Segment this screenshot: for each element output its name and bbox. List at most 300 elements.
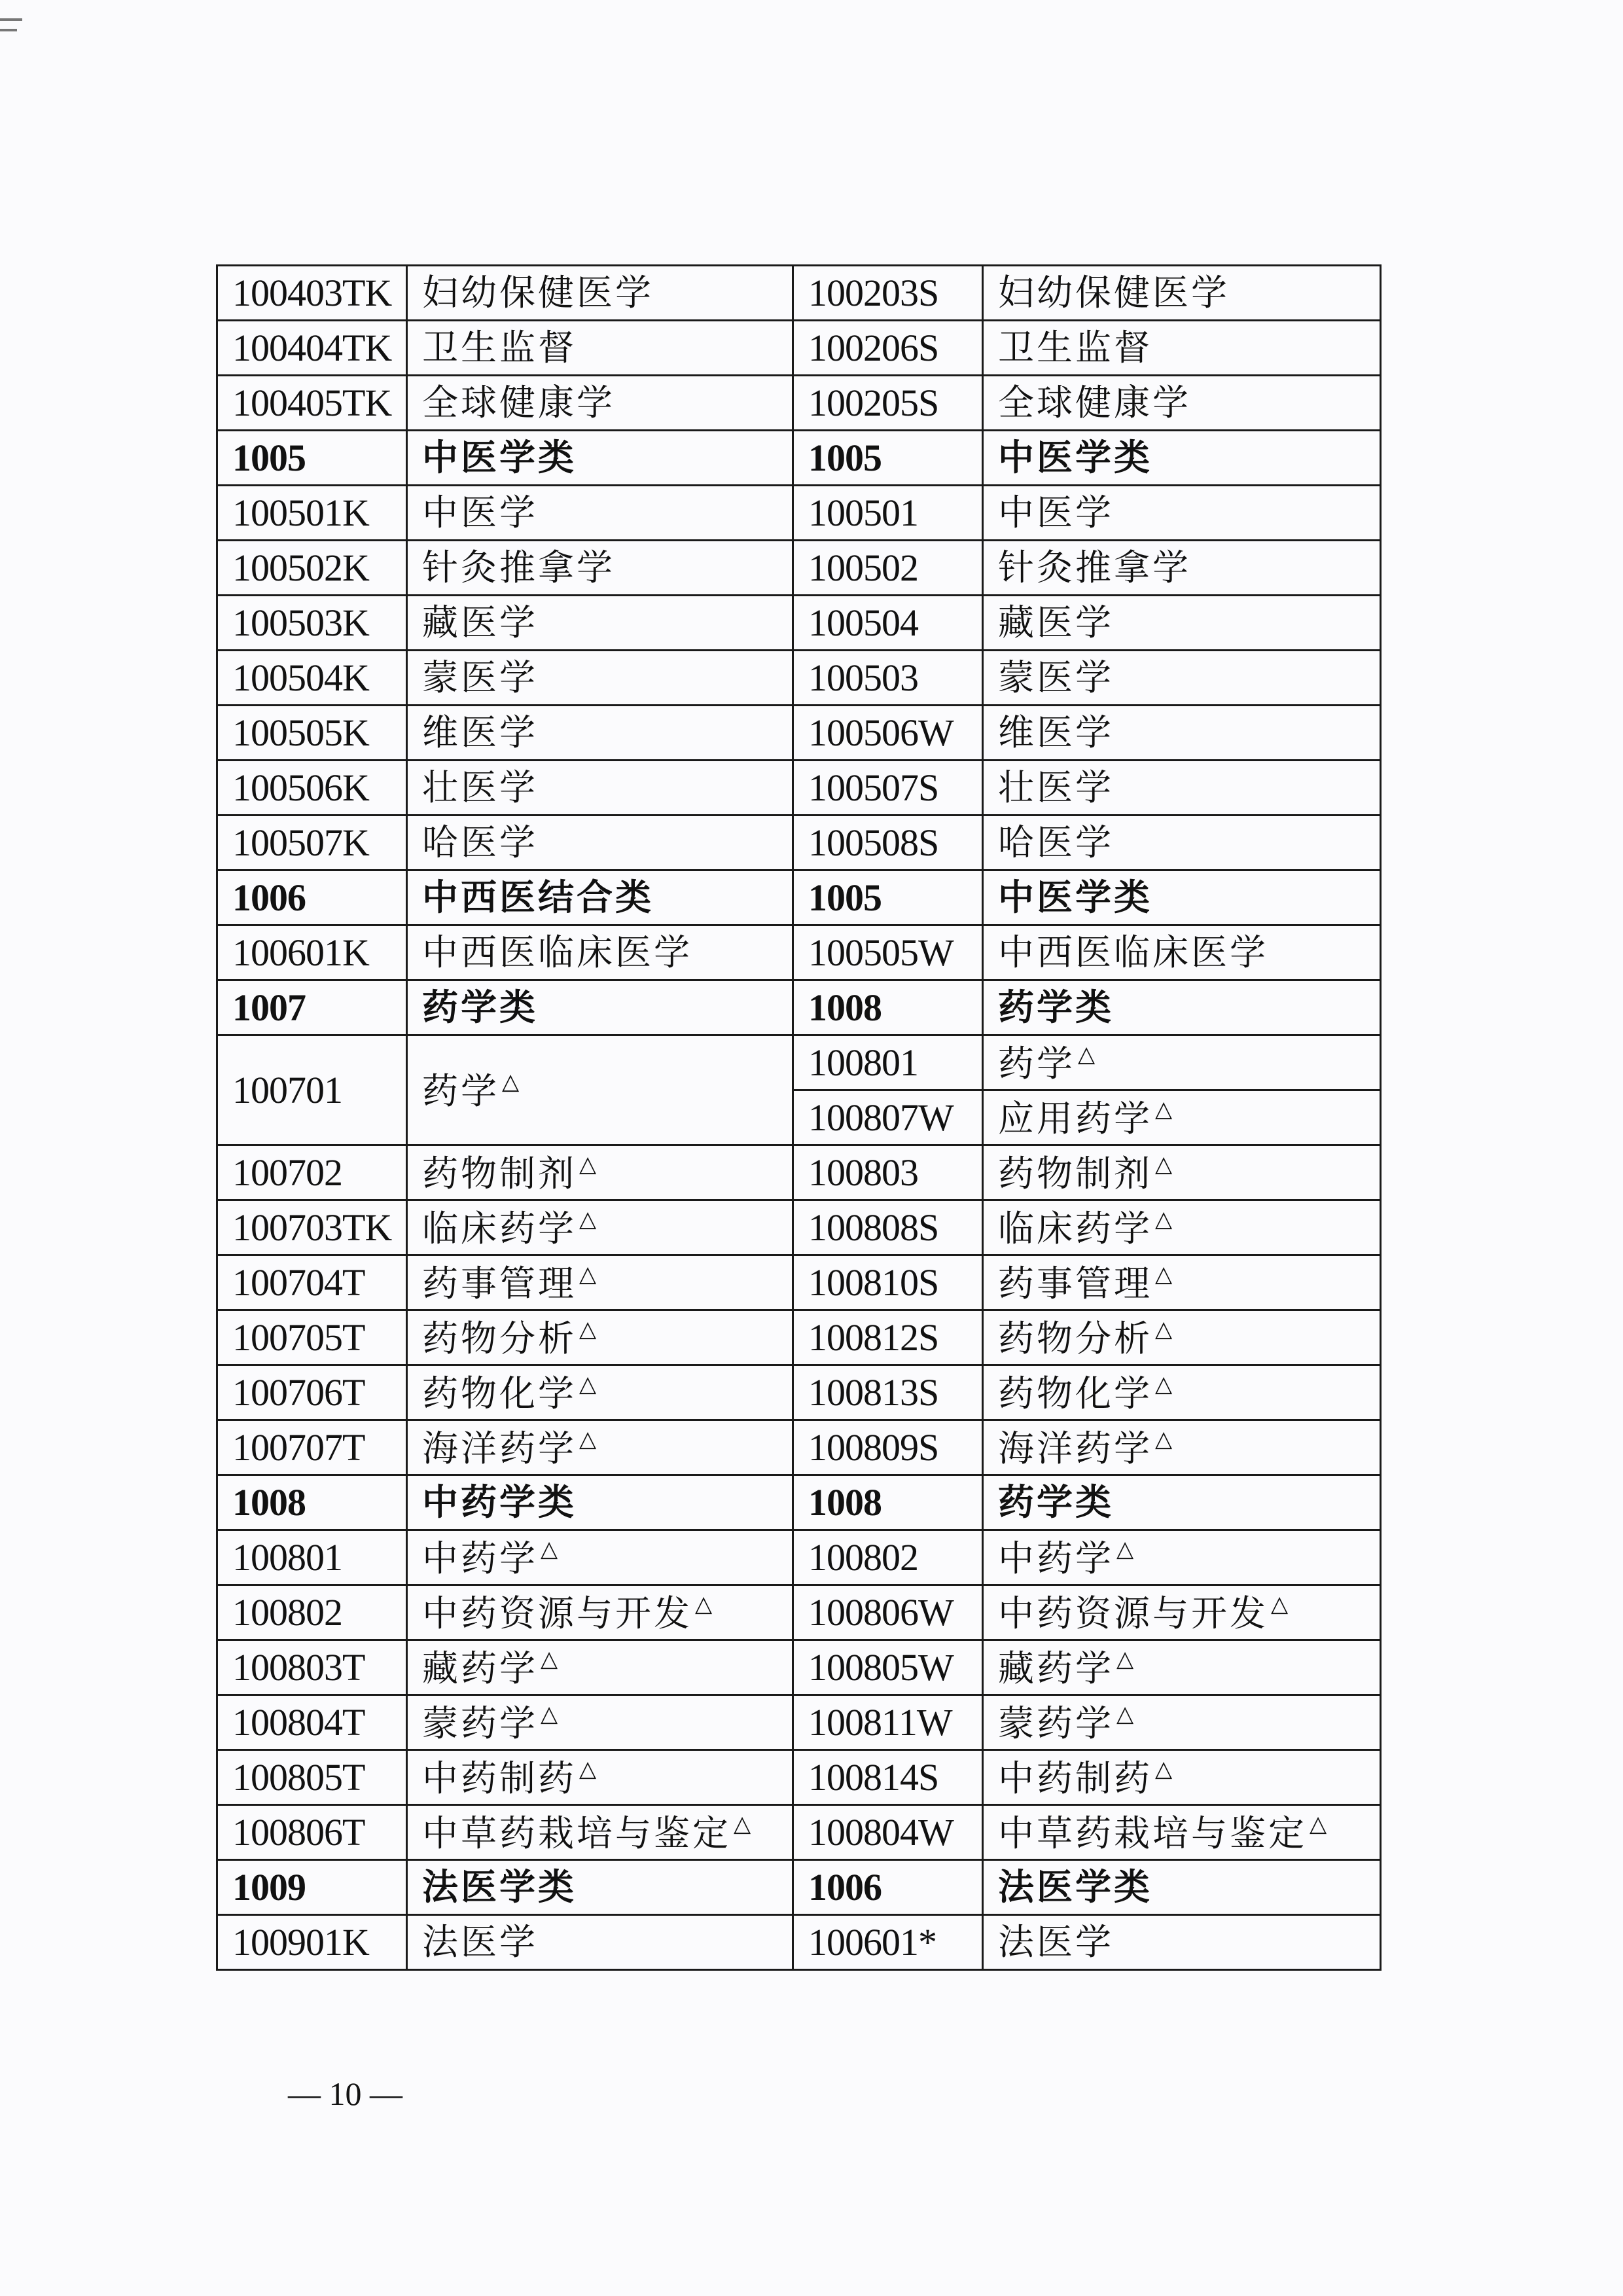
new-name-cell-text: 哈医学 (998, 821, 1115, 863)
table-row (217, 1310, 1381, 1365)
old-code-cell-text: 100702 (232, 1151, 342, 1194)
old-code-cell (217, 321, 407, 376)
old-name-cell-text: 中药制药 (422, 1757, 577, 1799)
old-code-cell-text: 100701 (232, 1068, 342, 1111)
new-code-cell-text: 100803 (808, 1151, 918, 1194)
new-code-cell (793, 486, 983, 541)
triangle-marker: △ (1155, 1206, 1173, 1232)
old-name-cell-text: 药物分析 (422, 1318, 577, 1359)
new-code-cell (793, 925, 983, 980)
table-row (217, 376, 1381, 431)
new-code-cell-text: 100810S (808, 1261, 939, 1304)
new-name-cell (983, 761, 1381, 816)
table-row (217, 486, 1381, 541)
table-row (217, 1750, 1381, 1805)
old-name-cell-text: 壮医学 (422, 766, 539, 808)
new-code-cell-text: 100203S (808, 271, 939, 314)
old-code-cell (217, 1255, 407, 1310)
new-name-cell-text: 海洋药学 (998, 1427, 1153, 1469)
major-mapping-table (216, 264, 1382, 1971)
triangle-marker: △ (734, 1811, 751, 1837)
new-code-cell-text: 1006 (808, 1865, 882, 1909)
new-code-cell (793, 1530, 983, 1585)
old-code-cell-text: 100503K (232, 601, 369, 644)
new-code-cell-text: 100205S (808, 381, 939, 424)
old-name-cell-text: 中医学类 (422, 437, 577, 478)
new-name-cell (983, 596, 1381, 651)
triangle-marker: △ (1116, 1701, 1134, 1727)
old-code-cell-text: 100704T (232, 1261, 365, 1304)
new-name-cell-text: 药学类 (998, 1481, 1115, 1523)
new-code-cell-text: 100506W (808, 711, 954, 754)
table-row (217, 1145, 1381, 1200)
old-code-cell (217, 1750, 407, 1805)
old-code-cell (217, 761, 407, 816)
new-code-cell-text: 100502 (808, 546, 918, 589)
old-code-cell (217, 596, 407, 651)
new-code-cell-text: 1005 (808, 436, 882, 479)
table-row (217, 761, 1381, 816)
old-name-cell (407, 925, 793, 980)
old-name-cell-text: 药物化学 (422, 1372, 577, 1414)
new-code-cell (793, 1750, 983, 1805)
new-code-cell-text: 100808S (808, 1206, 939, 1249)
old-code-cell-text: 1008 (232, 1480, 306, 1524)
old-code-cell (217, 870, 407, 925)
old-code-cell (217, 1915, 407, 1970)
new-code-cell (793, 1035, 983, 1090)
triangle-marker: △ (579, 1371, 597, 1397)
old-code-cell-text: 100506K (232, 766, 369, 809)
old-name-cell (407, 1640, 793, 1695)
new-code-cell-text: 100206S (808, 326, 939, 369)
old-name-cell (407, 321, 793, 376)
old-code-cell-text: 100805T (232, 1755, 365, 1799)
new-name-cell-text: 药物化学 (998, 1372, 1153, 1414)
old-name-cell-text: 针灸推拿学 (422, 547, 616, 588)
new-code-cell-text: 100508S (808, 821, 939, 864)
old-name-cell (407, 1200, 793, 1255)
new-name-cell (983, 1750, 1381, 1805)
old-name-cell-text: 海洋药学 (422, 1427, 577, 1469)
old-code-cell-text: 1007 (232, 986, 306, 1029)
old-name-cell-text: 中药资源与开发 (422, 1592, 693, 1634)
old-code-cell-text: 100507K (232, 821, 369, 864)
old-code-cell (217, 1310, 407, 1365)
old-name-cell (407, 1585, 793, 1640)
new-code-cell-text: 100809S (808, 1426, 939, 1469)
new-name-cell-text: 中医学 (998, 492, 1115, 533)
old-code-cell (217, 376, 407, 431)
new-name-cell (983, 1860, 1381, 1915)
table-row (217, 1365, 1381, 1420)
new-name-cell (983, 1805, 1381, 1860)
new-name-cell-text: 应用药学 (998, 1098, 1153, 1139)
new-code-cell (793, 761, 983, 816)
triangle-marker: △ (1155, 1316, 1173, 1342)
old-name-cell (407, 1805, 793, 1860)
triangle-marker: △ (1155, 1096, 1173, 1122)
old-name-cell (407, 486, 793, 541)
new-code-cell-text: 100807W (808, 1096, 954, 1139)
new-name-cell-text: 药物制剂 (998, 1153, 1153, 1194)
old-name-cell-text: 全球健康学 (422, 382, 616, 423)
new-name-cell (983, 980, 1381, 1035)
triangle-marker: △ (579, 1151, 597, 1177)
old-code-cell-text: 100707T (232, 1426, 365, 1469)
table-row (217, 1915, 1381, 1970)
new-code-cell-text: 100505W (808, 931, 954, 974)
old-name-cell (407, 816, 793, 870)
category-row (217, 980, 1381, 1035)
margin-mark (0, 18, 22, 21)
triangle-marker: △ (541, 1701, 558, 1727)
old-code-cell (217, 706, 407, 761)
table-row (217, 541, 1381, 596)
new-code-cell (793, 1200, 983, 1255)
old-name-cell (407, 1145, 793, 1200)
old-name-cell-text: 中医学 (422, 492, 539, 533)
old-name-cell (407, 761, 793, 816)
old-name-cell-text: 中西医结合类 (422, 876, 654, 918)
old-code-cell-text: 100802 (232, 1590, 342, 1634)
old-code-cell (217, 541, 407, 596)
old-code-cell (217, 1200, 407, 1255)
new-code-cell (793, 1805, 983, 1860)
old-code-cell (217, 1585, 407, 1640)
new-code-cell (793, 1365, 983, 1420)
table-row (217, 1695, 1381, 1750)
category-row (217, 870, 1381, 925)
old-name-cell (407, 1750, 793, 1805)
new-code-cell (793, 431, 983, 486)
new-name-cell (983, 1695, 1381, 1750)
old-name-cell (407, 1915, 793, 1970)
new-name-cell (983, 706, 1381, 761)
new-name-cell (983, 376, 1381, 431)
old-code-cell (217, 1860, 407, 1915)
triangle-marker: △ (1116, 1536, 1134, 1562)
new-name-cell (983, 541, 1381, 596)
old-code-cell-text: 100504K (232, 656, 369, 699)
new-name-cell-text: 药学 (998, 1043, 1076, 1085)
new-name-cell-text: 中西医临床医学 (998, 931, 1269, 973)
new-name-cell-text: 药物分析 (998, 1318, 1153, 1359)
triangle-marker: △ (1155, 1426, 1173, 1452)
old-code-cell (217, 1145, 407, 1200)
old-name-cell-text: 药物制剂 (422, 1153, 577, 1194)
old-code-cell-text: 100703TK (232, 1206, 392, 1249)
new-name-cell-text: 中药资源与开发 (998, 1592, 1269, 1634)
old-name-cell (407, 1255, 793, 1310)
new-code-cell-text: 100814S (808, 1755, 939, 1799)
old-name-cell (407, 541, 793, 596)
old-name-cell-text: 妇幼保健医学 (422, 272, 654, 314)
new-code-cell-text: 100801 (808, 1041, 918, 1084)
old-code-cell (217, 431, 407, 486)
old-name-cell-text: 药学类 (422, 986, 539, 1028)
old-name-cell-text: 蒙医学 (422, 656, 539, 698)
new-code-cell (793, 870, 983, 925)
new-name-cell-text: 卫生监督 (998, 327, 1153, 368)
new-name-cell-text: 中草药栽培与鉴定 (998, 1812, 1308, 1854)
old-code-cell-text: 100901K (232, 1920, 369, 1964)
old-name-cell (407, 1035, 793, 1145)
old-code-cell (217, 1420, 407, 1475)
new-name-cell-text: 壮医学 (998, 766, 1115, 808)
new-name-cell (983, 870, 1381, 925)
new-code-cell-text: 100805W (808, 1645, 954, 1689)
old-name-cell-text: 中药学类 (422, 1481, 577, 1523)
old-name-cell (407, 376, 793, 431)
table-row (217, 321, 1381, 376)
triangle-marker: △ (541, 1536, 558, 1562)
old-code-cell (217, 486, 407, 541)
margin-mark (0, 29, 17, 31)
new-name-cell (983, 1475, 1381, 1530)
new-name-cell (983, 1530, 1381, 1585)
old-name-cell-text: 药事管理 (422, 1263, 577, 1304)
new-name-cell-text: 法医学类 (998, 1866, 1153, 1908)
new-name-cell (983, 1200, 1381, 1255)
new-name-cell-text: 药事管理 (998, 1263, 1153, 1304)
old-name-cell (407, 1420, 793, 1475)
triangle-marker: △ (1155, 1151, 1173, 1177)
table-row (217, 1200, 1381, 1255)
new-code-cell (793, 1475, 983, 1530)
new-name-cell (983, 266, 1381, 321)
old-code-cell-text: 100505K (232, 711, 369, 754)
old-name-cell-text: 临床药学 (422, 1208, 577, 1249)
new-name-cell (983, 1915, 1381, 1970)
old-name-cell (407, 431, 793, 486)
old-name-cell-text: 法医学 (422, 1921, 539, 1963)
new-name-cell-text: 中药制药 (998, 1757, 1153, 1799)
new-code-cell-text: 100806W (808, 1590, 954, 1634)
new-name-cell-text: 中医学类 (998, 876, 1153, 918)
new-code-cell (793, 596, 983, 651)
table-row (217, 651, 1381, 706)
new-code-cell (793, 816, 983, 870)
table-row (217, 1585, 1381, 1640)
old-code-cell-text: 100404TK (232, 326, 392, 369)
old-code-cell-text: 100803T (232, 1645, 365, 1689)
table-row (217, 1805, 1381, 1860)
table-row (217, 1255, 1381, 1310)
new-name-cell-text: 全球健康学 (998, 382, 1192, 423)
old-code-cell (217, 651, 407, 706)
new-code-cell (793, 1640, 983, 1695)
new-name-cell (983, 1640, 1381, 1695)
new-code-cell (793, 980, 983, 1035)
new-code-cell-text: 1005 (808, 876, 882, 919)
new-name-cell-text: 药学类 (998, 986, 1115, 1028)
new-name-cell (983, 651, 1381, 706)
table-row (217, 1420, 1381, 1475)
new-name-cell (983, 321, 1381, 376)
new-code-cell (793, 1420, 983, 1475)
old-name-cell-text: 维医学 (422, 711, 539, 753)
new-code-cell (793, 1255, 983, 1310)
triangle-marker: △ (579, 1261, 597, 1287)
old-name-cell (407, 980, 793, 1035)
new-name-cell-text: 蒙医学 (998, 656, 1115, 698)
new-name-cell-text: 妇幼保健医学 (998, 272, 1230, 314)
new-name-cell (983, 1420, 1381, 1475)
old-code-cell-text: 100806T (232, 1810, 365, 1854)
table-row (217, 925, 1381, 980)
category-row (217, 431, 1381, 486)
triangle-marker: △ (579, 1206, 597, 1232)
new-code-cell (793, 541, 983, 596)
old-name-cell-text: 藏医学 (422, 601, 539, 643)
old-name-cell (407, 706, 793, 761)
old-name-cell (407, 1365, 793, 1420)
new-code-cell (793, 651, 983, 706)
page-number: — 10 — (288, 2075, 402, 2112)
table-row (217, 1640, 1381, 1695)
new-name-cell (983, 1035, 1381, 1090)
new-name-cell-text: 藏医学 (998, 601, 1115, 643)
new-name-cell (983, 1145, 1381, 1200)
old-name-cell-text: 中西医临床医学 (422, 931, 693, 973)
new-code-cell-text: 1008 (808, 1480, 882, 1524)
new-name-cell-text: 中医学类 (998, 437, 1153, 478)
old-name-cell (407, 870, 793, 925)
old-name-cell-text: 法医学类 (422, 1866, 577, 1908)
new-name-cell (983, 1090, 1381, 1145)
old-code-cell-text: 100405TK (232, 381, 392, 424)
old-name-cell-text: 哈医学 (422, 821, 539, 863)
old-name-cell (407, 1530, 793, 1585)
old-code-cell-text: 100501K (232, 491, 369, 534)
old-code-cell (217, 1805, 407, 1860)
triangle-marker: △ (1271, 1591, 1289, 1617)
triangle-marker: △ (502, 1069, 520, 1095)
new-code-cell-text: 100813S (808, 1371, 939, 1414)
new-name-cell-text: 针灸推拿学 (998, 547, 1192, 588)
triangle-marker: △ (1155, 1261, 1173, 1287)
new-code-cell (793, 1695, 983, 1750)
new-name-cell-text: 中药学 (998, 1537, 1115, 1579)
new-name-cell (983, 486, 1381, 541)
new-code-cell (793, 1860, 983, 1915)
old-code-cell-text: 1006 (232, 876, 306, 919)
old-name-cell-text: 蒙药学 (422, 1702, 539, 1744)
new-name-cell-text: 蒙药学 (998, 1702, 1115, 1744)
new-code-cell (793, 1310, 983, 1365)
old-name-cell (407, 1475, 793, 1530)
old-code-cell (217, 816, 407, 870)
old-code-cell-text: 100706T (232, 1371, 365, 1414)
old-name-cell-text: 藏药学 (422, 1647, 539, 1689)
new-code-cell (793, 376, 983, 431)
new-code-cell-text: 100503 (808, 656, 918, 699)
major-mapping-table-wrapper (216, 264, 1380, 1971)
triangle-marker: △ (579, 1756, 597, 1782)
new-code-cell (793, 321, 983, 376)
old-name-cell (407, 1695, 793, 1750)
new-code-cell (793, 266, 983, 321)
new-code-cell (793, 1145, 983, 1200)
old-code-cell-text: 100502K (232, 546, 369, 589)
table-row (217, 596, 1381, 651)
old-name-cell (407, 1860, 793, 1915)
old-name-cell (407, 651, 793, 706)
new-code-cell-text: 100811W (808, 1700, 952, 1744)
new-code-cell (793, 1915, 983, 1970)
new-name-cell-text: 临床药学 (998, 1208, 1153, 1249)
table-row (217, 1530, 1381, 1585)
new-code-cell-text: 100501 (808, 491, 918, 534)
new-code-cell-text: 100507S (808, 766, 939, 809)
triangle-marker: △ (1116, 1646, 1134, 1672)
new-name-cell (983, 925, 1381, 980)
old-code-cell (217, 1695, 407, 1750)
triangle-marker: △ (579, 1316, 597, 1342)
old-name-cell-text: 中药学 (422, 1537, 539, 1579)
new-name-cell-text: 藏药学 (998, 1647, 1115, 1689)
new-code-cell (793, 1585, 983, 1640)
table-row (217, 706, 1381, 761)
old-name-cell-text: 中草药栽培与鉴定 (422, 1812, 732, 1854)
category-row (217, 1860, 1381, 1915)
old-code-cell (217, 1475, 407, 1530)
triangle-marker: △ (541, 1646, 558, 1672)
old-code-cell-text: 100801 (232, 1535, 342, 1579)
table-row (217, 266, 1381, 321)
triangle-marker: △ (1078, 1041, 1096, 1067)
triangle-marker: △ (1310, 1811, 1327, 1837)
new-name-cell (983, 1310, 1381, 1365)
triangle-marker: △ (695, 1591, 713, 1617)
old-code-cell (217, 1365, 407, 1420)
new-name-cell-text: 维医学 (998, 711, 1115, 753)
new-code-cell-text: 100802 (808, 1535, 918, 1579)
old-code-cell-text: 100403TK (232, 271, 392, 314)
old-code-cell-text: 100601K (232, 931, 369, 974)
category-row (217, 1475, 1381, 1530)
new-code-cell-text: 1008 (808, 986, 882, 1029)
old-name-cell-text: 卫生监督 (422, 327, 577, 368)
new-name-cell (983, 431, 1381, 486)
table-row (217, 1035, 1381, 1090)
old-name-cell (407, 1310, 793, 1365)
old-name-cell (407, 266, 793, 321)
old-code-cell-text: 100804T (232, 1700, 365, 1744)
old-name-cell (407, 596, 793, 651)
table-row (217, 816, 1381, 870)
old-code-cell (217, 1035, 407, 1145)
triangle-marker: △ (1155, 1756, 1173, 1782)
old-code-cell-text: 100705T (232, 1316, 365, 1359)
new-code-cell (793, 1090, 983, 1145)
new-code-cell-text: 100601* (808, 1920, 936, 1964)
new-name-cell (983, 816, 1381, 870)
old-code-cell (217, 1530, 407, 1585)
new-name-cell (983, 1365, 1381, 1420)
new-code-cell-text: 100804W (808, 1810, 954, 1854)
new-name-cell (983, 1255, 1381, 1310)
triangle-marker: △ (1155, 1371, 1173, 1397)
old-code-cell (217, 266, 407, 321)
old-code-cell-text: 1009 (232, 1865, 306, 1909)
new-code-cell (793, 706, 983, 761)
old-name-cell-text: 药学 (422, 1070, 500, 1112)
old-code-cell (217, 925, 407, 980)
old-code-cell (217, 1640, 407, 1695)
new-name-cell-text: 法医学 (998, 1921, 1115, 1963)
